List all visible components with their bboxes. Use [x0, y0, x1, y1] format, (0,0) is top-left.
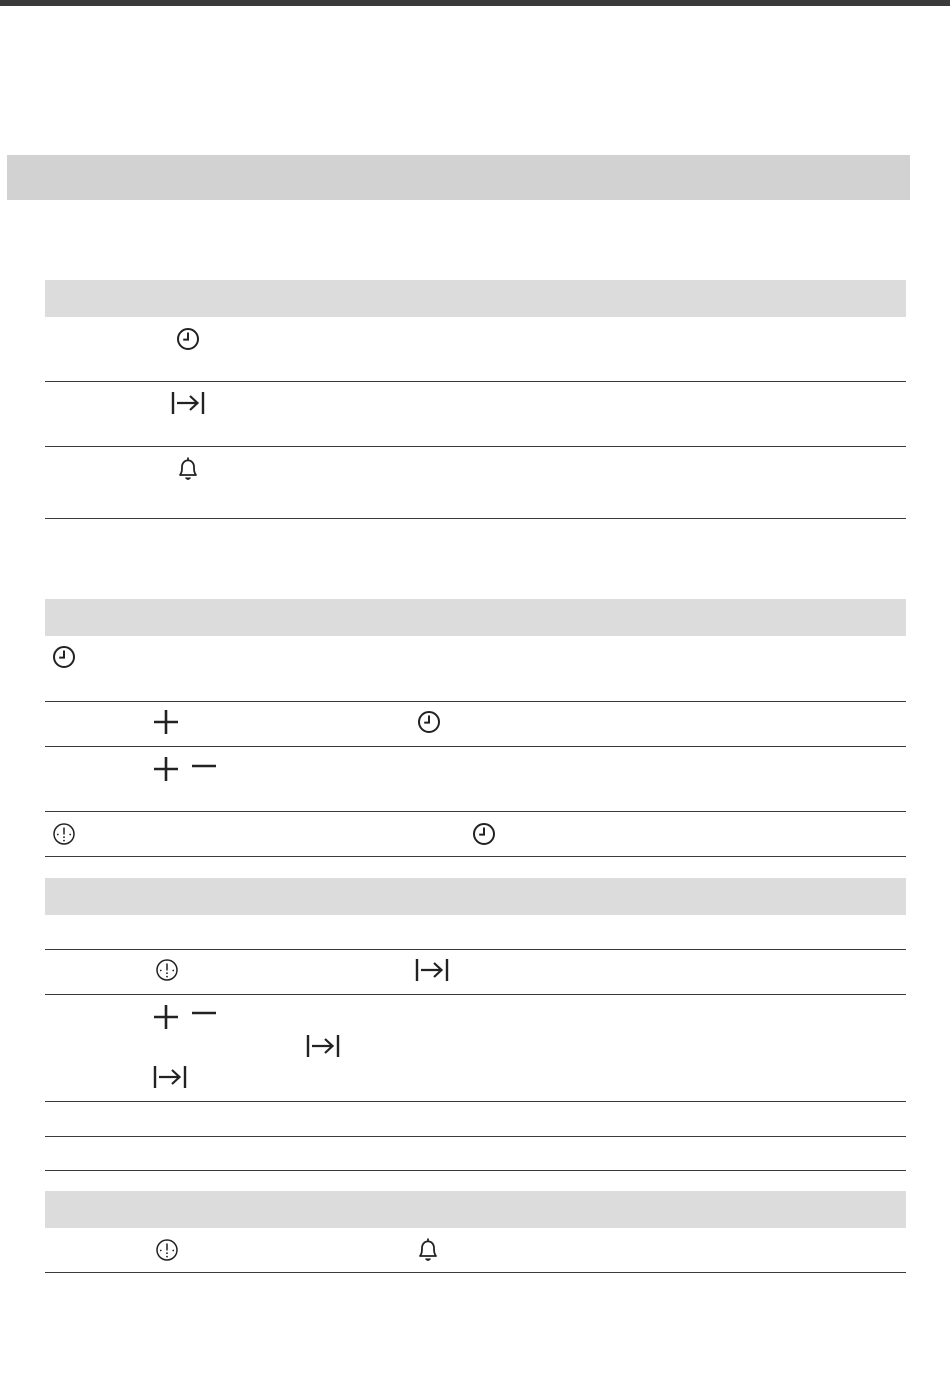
duration-icon — [309, 1032, 337, 1060]
page-banner — [7, 155, 910, 200]
table-3-bottom-rule — [45, 1170, 906, 1171]
minus-icon — [190, 755, 218, 783]
clock-icon — [470, 820, 498, 848]
duration-icon — [156, 1063, 184, 1091]
bell-icon — [414, 1236, 442, 1264]
timer-button-icon — [153, 1236, 181, 1264]
table-2-row-divider — [45, 811, 906, 812]
table-4-header — [45, 1191, 906, 1228]
table-3-row-divider — [45, 994, 906, 995]
clock-icon — [50, 643, 78, 671]
table-3-row-divider — [45, 1136, 906, 1137]
table-1-bottom-rule — [45, 518, 906, 519]
table-1-row-divider — [45, 446, 906, 447]
plus-icon — [152, 1003, 180, 1031]
table-2-row-divider — [45, 746, 906, 747]
plus-icon — [152, 708, 180, 736]
table-2-header — [45, 599, 906, 636]
clock-icon — [174, 325, 202, 353]
bell-icon — [174, 455, 202, 483]
plus-icon — [152, 755, 180, 783]
table-3-row-divider — [45, 949, 906, 950]
duration-icon — [418, 956, 446, 984]
table-4-bottom-rule — [45, 1272, 906, 1273]
minus-icon — [190, 1002, 218, 1030]
table-1-row-divider — [45, 381, 906, 382]
timer-button-icon — [50, 820, 78, 848]
table-3-header — [45, 878, 906, 915]
table-2-bottom-rule — [45, 856, 906, 857]
timer-button-icon — [153, 956, 181, 984]
table-1-header — [45, 280, 906, 317]
duration-icon — [174, 389, 202, 417]
table-3-row-divider — [45, 1101, 906, 1102]
page-top-rule — [0, 0, 950, 6]
table-2-row-divider — [45, 701, 906, 702]
clock-icon — [415, 708, 443, 736]
